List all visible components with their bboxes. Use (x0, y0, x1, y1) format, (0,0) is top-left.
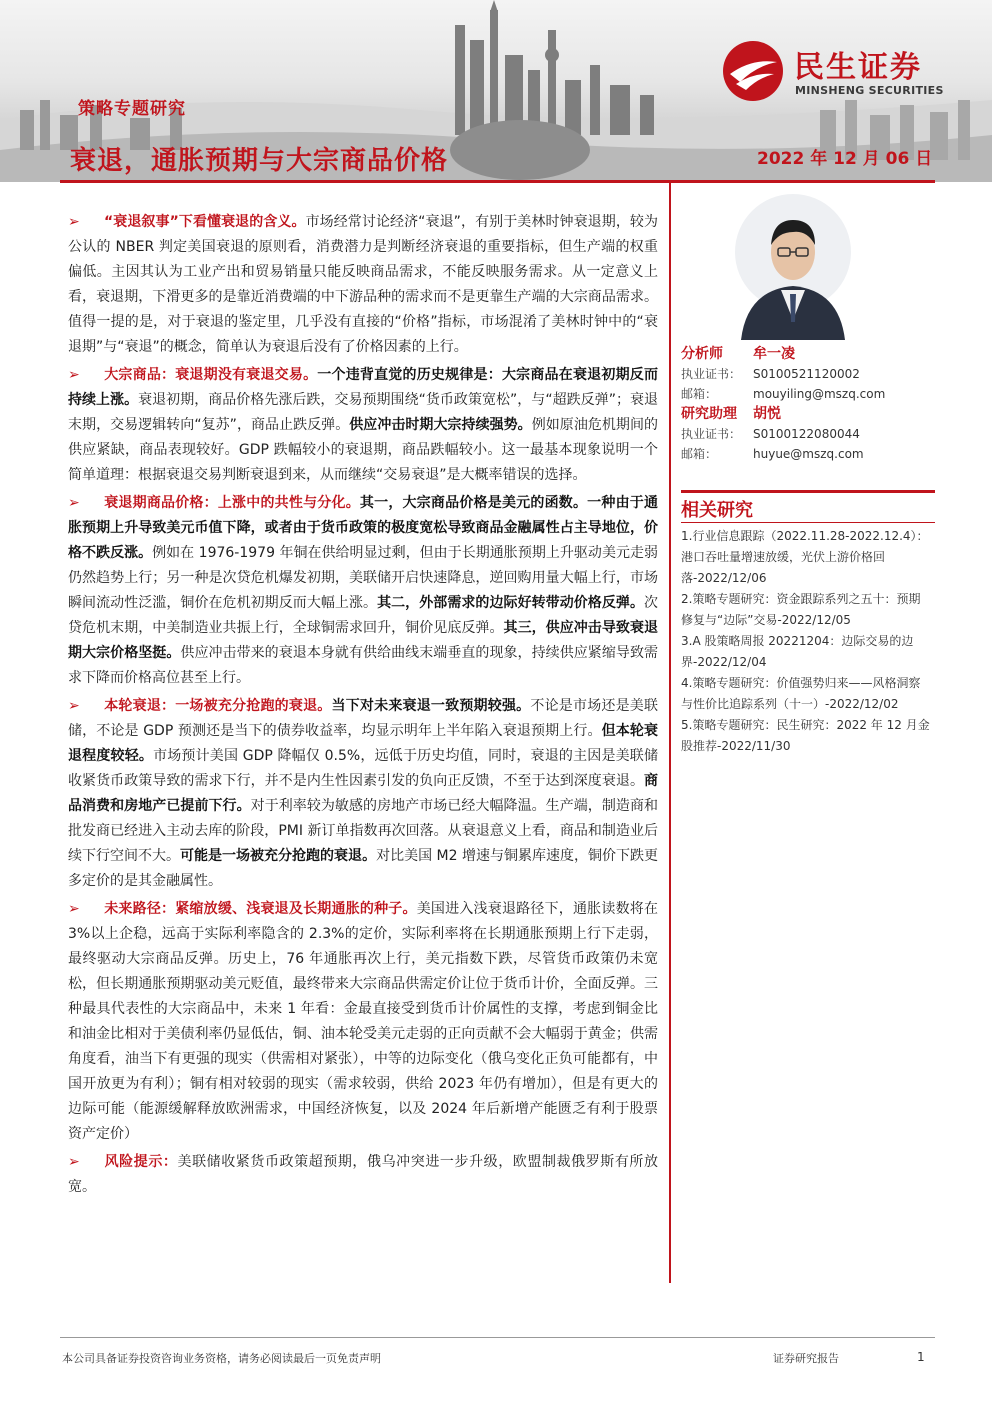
paragraph-heading: “衰退叙事”下看懂衰退的含义。 (104, 214, 306, 230)
related-bottom-rule (681, 522, 935, 523)
related-research-list (681, 526, 931, 757)
assistant-cert: S0100122080044 (753, 427, 860, 441)
page-title: 衰退，通胀预期与大宗商品价格 (70, 146, 449, 176)
paragraph-heading: 大宗商品：衰退期没有衰退交易。 (104, 367, 318, 383)
bullet-arrow-icon: ➢ (68, 698, 80, 714)
related-item[interactable]: 5.策略专题研究：民生研究：2022 年 12 月金股推荐-2022/11/30 (681, 718, 930, 753)
summary-paragraph (68, 694, 658, 894)
body-text: 次贷危机末期，中美制造业共振上行，全球铜需求回升，铜价见底反弹。 (68, 595, 659, 636)
related-item[interactable]: 4.策略专题研究：价值强势归来——风格洞察与性价比追踪系列（十一）-2022/12/02 (681, 676, 921, 711)
emphasis-text: 其一，大宗商品价格是美元的函数。一种由于通胀预期上升导致美元币值下降，或者由于货币政策的极度宽松导致商品金融属性占主导地位，价格不跌反涨。 (68, 495, 659, 561)
body-text: 例如在 1976-1979 年铜在供给明显过剩，但由于长期通胀预期上升驱动美元走弱仍然趋势上行；另一种是次贷危机爆发初期，美联储开启快速降息，逆回购用量大幅上行，市场瞬间流动性泛滥，铜价在危机初期反而大幅上涨。 (68, 545, 659, 611)
summary-paragraph (68, 491, 658, 691)
assistant-email-label: 邮箱： (681, 447, 718, 461)
body-text: 不论是市场还是美联储，不论是 GDP 预测还是当下的债券收益率，均显示明年上半年陷入衰退预期上行。 (68, 698, 659, 739)
body-text: 对比美国 M2 增速与铜累库速度，铜价下跌更多定价的是其金融属性。 (68, 848, 659, 889)
bullet-arrow-icon: ➢ (68, 495, 80, 511)
analyst-info (681, 344, 936, 464)
emphasis-text: 供应冲击时期大宗持续强势。 (349, 417, 532, 433)
assistant-role: 研究助理 (681, 406, 737, 422)
minsheng-logo-icon (722, 40, 784, 102)
related-research-title: 相关研究 (681, 500, 753, 521)
summary-body (68, 210, 658, 1203)
body-text: 美联储收紧货币政策超预期，俄乌冲突进一步升级，欧盟制裁俄罗斯有所放宽。 (68, 1154, 659, 1195)
analyst-name: 牟一凌 (753, 346, 795, 362)
body-text: 美国进入浅衰退路径下，通胀读数将在 3%以上企稳，远高于实际利率隐含的 2.3%的定价，实际利率将在长期通胀预期上行下走弱，最终驱动大宗商品反弹。历史上，76 年通胀再次上行，美元指数下跌，尽管货币政策仍未宽松，但长期通胀预期驱动美元贬值，最终带来大宗商品供需定价让位于货币计价，全面反弹。三种最具代表性的大宗商品中，未来 1 年看：金最直接受到货币计价属性的支撑，考虑到铜金比和油金比相对于美债利率仍显低估，铜、油本轮受美元走弱的正向贡献不会大幅弱于黄金；供需角度看，油当下有更强的现实（供需相对紧张），中等的边际变化（俄乌变化正负可能都有，中国开放更为有利）；铜有相对较弱的现实（需求较弱，供给 2023 年仍有增加），但是有更大的边际可能（能源缓解释放欧洲需求，中国经济恢复，以及 2024 年后新增产能匮乏有利于股票资产定价） (68, 901, 658, 1142)
emphasis-text: 其三，供应冲击导致衰退期大宗价格坚挺。 (68, 620, 659, 661)
body-text: 例如原油危机期间的供应紧缺，商品表现较好。GDP 跌幅较小的衰退期，商品跌幅较小。这一最基本现象说明一个简单道理：根据衰退交易判断衰退到来，从而继续“交易衰退”是大概率错误的选择。 (68, 417, 659, 483)
body-text: 供应冲击带来的衰退本身就有供给曲线末端垂直的现象，持续供应紧缩导致需求下降而价格高位甚至上行。 (68, 645, 658, 686)
summary-paragraph (68, 210, 658, 360)
bullet-arrow-icon: ➢ (68, 367, 80, 383)
assistant-name: 胡悦 (753, 406, 781, 422)
emphasis-text: 当下对未来衰退一致预期较强。 (331, 698, 531, 714)
body-text: 市场经常讨论经济“衰退”，有别于美林时钟衰退期，较为公认的 NBER 判定美国衰退的原则看，消费潜力是判断经济衰退的重要指标，但生产端的权重偏低。主因其认为工业产出和贸易销量只能反映商品需求，不能反映服务需求。从一定意义上看，衰退期，下滑更多的是靠近消费端的中下游品种的需求而不是更靠生产端的大宗商品需求。值得一提的是，对于衰退的鉴定里，几乎没有直接的“价格”指标，市场混淆了美林时钟中的“衰退期”与“衰退”的概念，简单认为衰退后没有了价格因素的上行。 (68, 214, 658, 355)
analyst-cert-label: 执业证书： (681, 367, 742, 381)
paragraph-heading: 衰退期商品价格：上涨中的共性与分化。 (104, 495, 360, 511)
header-rule (60, 180, 935, 183)
bullet-arrow-icon: ➢ (68, 214, 80, 230)
header-banner (0, 0, 992, 182)
paragraph-heading: 本轮衰退：一场被充分抢跑的衰退。 (104, 698, 332, 714)
footer-doc-kind: 证券研究报告 (773, 1352, 839, 1365)
body-text: 市场预计美国 GDP 降幅仅 0.5%，远低于历史均值，同时，衰退的主因是美联储收紧货币政策导致的需求下行，并不是内生性因素引发的负向正反馈，不至于达到深度衰退。 (68, 748, 658, 789)
emphasis-text: 可能是一场被充分抢跑的衰退。 (180, 848, 377, 864)
analyst-photo (733, 190, 853, 340)
summary-paragraph (68, 1150, 658, 1200)
assistant-cert-label: 执业证书： (681, 427, 742, 441)
summary-paragraph (68, 897, 658, 1147)
analyst-email-label: 邮箱： (681, 387, 718, 401)
related-item[interactable]: 2.策略专题研究：资金跟踪系列之五十：预期修复与“边际”交易-2022/12/05 (681, 592, 921, 627)
page-number: 1 (917, 1350, 925, 1364)
related-top-rule (681, 490, 935, 493)
report-date: 2022 年 12 月 06 日 (757, 149, 933, 169)
bullet-arrow-icon: ➢ (68, 901, 80, 917)
emphasis-text: 一个违背直觉的历史规律是：大宗商品在衰退初期反而持续上涨。 (68, 367, 658, 408)
bullet-arrow-icon: ➢ (68, 1154, 80, 1170)
doc-type: 策略专题研究 (78, 99, 186, 119)
analyst-cert: S0100521120002 (753, 367, 860, 381)
emphasis-text: 其二，外部需求的边际好转带动价格反弹。 (377, 595, 645, 611)
emphasis-text: 但本轮衰退程度较轻。 (68, 723, 658, 764)
brand-name-en: MINSHENG SECURITIES (795, 84, 944, 97)
analyst-email[interactable]: mouyiling@mszq.com (753, 387, 886, 401)
footer-disclaimer: 本公司具备证券投资咨询业务资格，请务必阅读最后一页免责声明 (62, 1352, 381, 1365)
summary-paragraph (68, 363, 658, 488)
related-item[interactable]: 1.行业信息跟踪（2022.11.28-2022.12.4）：港口吞吐量增速放缓，光伏上游价格回落-2022/12/06 (681, 529, 929, 585)
paragraph-heading: 未来路径：紧缩放缓、浅衰退及长期通胀的种子。 (104, 901, 417, 917)
emphasis-text: 商品消费和房地产已提前下行。 (68, 773, 658, 814)
brand-name-cn: 民生证券 (794, 50, 922, 85)
brand-logo-block (722, 40, 972, 102)
body-text: 对于利率较为敏感的房地产市场已经大幅降温。生产端，制造商和批发商已经进入主动去库的阶段，PMI 新订单指数再次回落。从衰退意义上看，商品和制造业后续下行空间不大。 (68, 798, 659, 864)
paragraph-heading: 风险提示： (104, 1154, 178, 1170)
analyst-role: 分析师 (681, 346, 723, 362)
body-text: 衰退初期，商品价格先涨后跌，交易预期围绕“货币政策宽松”，与“超跌反弹”；衰退末期，交易逻辑转向“复苏”，商品止跌反弹。 (68, 392, 659, 433)
assistant-email[interactable]: huyue@mszq.com (753, 447, 864, 461)
column-divider (669, 183, 671, 1283)
related-item[interactable]: 3.A 股策略周报 20221204：边际交易的边界-2022/12/04 (681, 634, 914, 669)
footer-rule (60, 1337, 935, 1338)
